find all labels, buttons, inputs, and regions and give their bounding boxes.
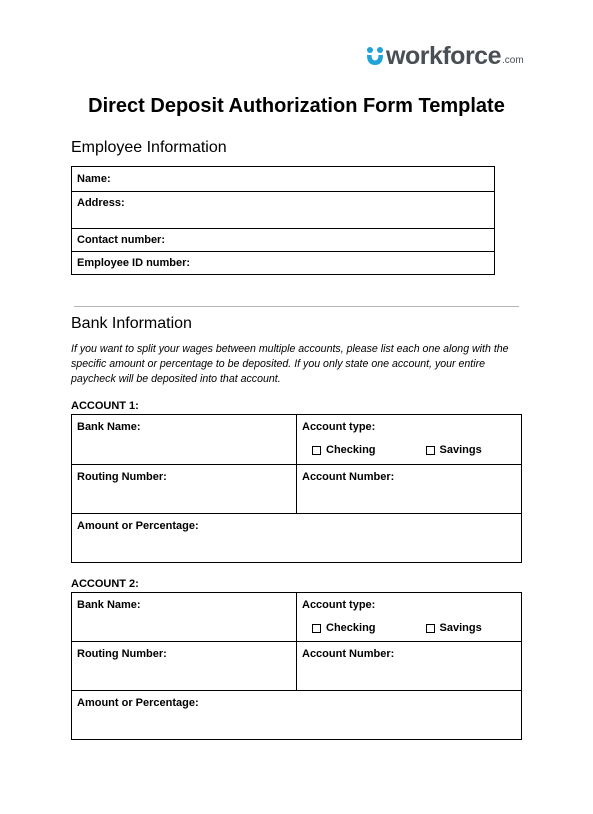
employee-id-field[interactable] — [72, 252, 495, 275]
workforce-logo-icon — [366, 45, 384, 67]
logo-wordmark: workforce — [386, 42, 501, 70]
checkbox-icon[interactable] — [426, 624, 435, 633]
employee-address-field[interactable] — [72, 192, 495, 229]
checking-label: Checking — [326, 622, 376, 634]
account-1-routing-field[interactable] — [72, 465, 297, 513]
checkbox-icon[interactable] — [312, 446, 321, 455]
account-1-title: ACCOUNT 1: — [71, 400, 139, 412]
account-1-row-bank — [72, 415, 521, 465]
logo-tld: .com — [501, 55, 524, 66]
account-1-row-numbers — [72, 465, 521, 514]
account-1-routing-label: Routing Number: — [77, 471, 167, 483]
account-2-account-number-label: Account Number: — [302, 648, 395, 660]
account-2-row-numbers — [72, 642, 521, 691]
account-1-savings-option[interactable] — [426, 444, 482, 456]
bank-info-note: If you want to split your wages between multiple accounts, please list each one along with the specific amount or percentage to be deposited. If you only state one account, your entire paycheck will be deposited into that account. — [71, 343, 509, 385]
account-1-account-number-field[interactable] — [297, 465, 521, 513]
savings-label: Savings — [439, 444, 482, 456]
employee-info-heading: Employee Information — [71, 139, 227, 156]
account-2-account-type-cell — [297, 593, 521, 641]
account-1-type-options — [297, 433, 521, 456]
bank-info-heading: Bank Information — [71, 315, 192, 332]
page-title: Direct Deposit Authorization Form Template — [88, 95, 505, 117]
account-2-bank-name-label: Bank Name: — [77, 599, 141, 611]
account-1-checking-option[interactable] — [312, 444, 376, 456]
account-2-title: ACCOUNT 2: — [71, 578, 139, 590]
employee-address-row — [72, 192, 495, 229]
checkbox-icon[interactable] — [426, 446, 435, 455]
account-1-bank-name-label: Bank Name: — [77, 421, 141, 433]
account-2-checking-option[interactable] — [312, 622, 376, 634]
workforce-logo — [366, 41, 524, 70]
checking-label: Checking — [326, 444, 376, 456]
employee-contact-field[interactable] — [72, 229, 495, 252]
account-2-savings-option[interactable] — [426, 622, 482, 634]
employee-id-row — [72, 252, 495, 275]
employee-name-row — [72, 167, 495, 192]
account-2-routing-field[interactable] — [72, 642, 297, 690]
section-divider — [74, 306, 519, 307]
account-2-bank-name-field[interactable] — [72, 593, 297, 641]
account-2-routing-label: Routing Number: — [77, 648, 167, 660]
employee-id-label: Employee ID number: — [77, 257, 191, 269]
employee-name-label: Name: — [77, 173, 111, 185]
employee-name-field[interactable] — [72, 167, 495, 192]
employee-info-table — [71, 166, 495, 275]
account-1-account-type-cell — [297, 415, 521, 464]
account-1-table — [71, 414, 522, 563]
account-1-bank-name-field[interactable] — [72, 415, 297, 464]
employee-address-label: Address: — [77, 197, 125, 209]
account-1-row-amount — [72, 514, 521, 562]
account-1-account-type-label: Account type: — [302, 421, 376, 433]
account-2-account-type-label: Account type: — [302, 599, 376, 611]
employee-contact-row — [72, 229, 495, 252]
employee-contact-label: Contact number: — [77, 234, 165, 246]
account-2-row-amount — [72, 691, 521, 739]
account-2-type-options — [297, 611, 521, 634]
account-1-amount-field[interactable] — [72, 514, 521, 562]
account-1-account-number-label: Account Number: — [302, 471, 395, 483]
account-1-amount-label: Amount or Percentage: — [77, 520, 199, 532]
account-2-row-bank — [72, 593, 521, 642]
account-2-account-number-field[interactable] — [297, 642, 521, 690]
account-2-amount-field[interactable] — [72, 691, 521, 739]
account-2-table — [71, 592, 522, 740]
savings-label: Savings — [439, 622, 482, 634]
account-2-amount-label: Amount or Percentage: — [77, 697, 199, 709]
checkbox-icon[interactable] — [312, 624, 321, 633]
